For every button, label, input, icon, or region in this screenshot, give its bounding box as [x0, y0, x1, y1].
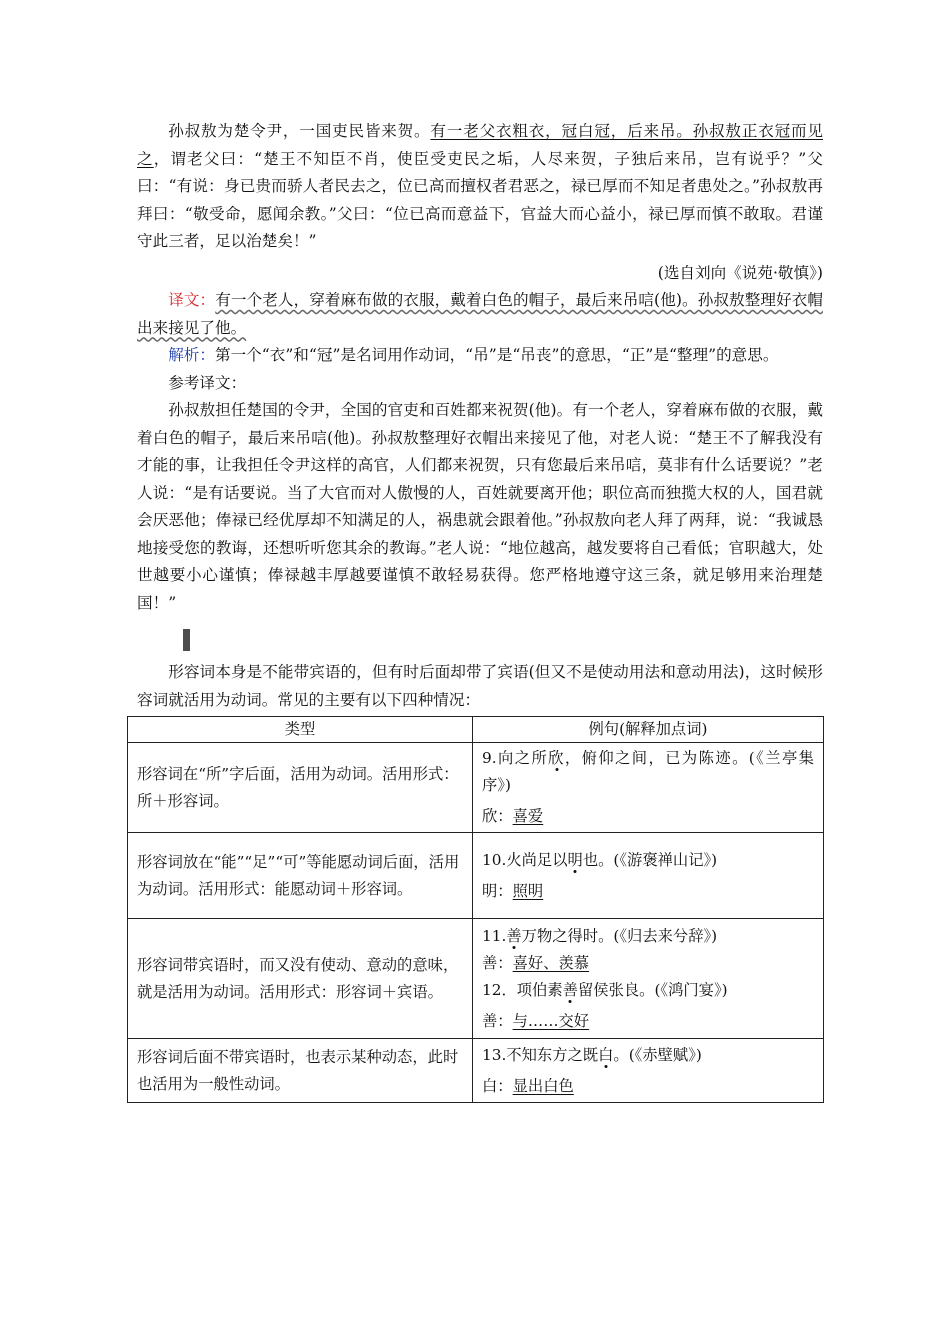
passage-paragraph: [137, 118, 823, 256]
passage-text-b: ，谓老父曰：“楚王不知臣不肖，使臣受吏民之垢，人尽来贺，子独后来吊，岂有说乎？”父曰：“有说：身已贵而骄人者民去之，位已高而擅权者君恶之，禄已厚而不知足者患处之。”孙叔敖再拜曰：“敬受命，愿闻余教。”父曰：“位已高而意益下，官益大而心益小，禄已厚而慎不敢取。君谨守此三者，足以治楚矣！”: [137, 149, 823, 250]
gloss-label: 欣：: [482, 807, 513, 825]
gloss-meaning: 喜爱: [512, 807, 544, 825]
analysis-text: 第一个“衣”和“冠”是名词用作动词，“吊”是“吊丧”的意思，“正”是“整理”的意思。: [214, 346, 779, 364]
example-gloss: [482, 878, 814, 905]
example-sentence: [482, 1042, 814, 1069]
gloss-label: 善：: [482, 953, 513, 972]
example-gloss: [482, 950, 814, 977]
example-text: 10.火尚足以: [482, 850, 568, 869]
example-cell: [473, 833, 824, 919]
example-text: 也。(《游褒禅山记》): [582, 850, 718, 869]
example-gloss: [482, 1008, 814, 1035]
gloss-label: 明：: [482, 881, 513, 900]
passage-text-a: 孙叔敖为楚令尹，一国吏民皆来贺。: [168, 122, 431, 140]
example-text: 12．项伯素: [482, 980, 563, 999]
example-text: 留侯张良。(《鸿门宴》): [577, 980, 728, 999]
example-text: 13.不知东方之既: [482, 1045, 599, 1064]
gloss-meaning: 喜好、羡慕: [512, 953, 590, 972]
analysis-label: 解析：: [168, 346, 215, 364]
analysis-paragraph: [137, 342, 823, 370]
type-cell: 形容词在“所”字后面，活用为动词。活用形式：所＋形容词。: [128, 743, 473, 833]
type-cell: 形容词放在“能”“足”“可”等能愿动词后面，活用为动词。活用形式：能愿动词＋形容词。: [128, 833, 473, 919]
section-marker: [183, 629, 190, 651]
passage-underlined: 有一老父衣粗衣，冠白冠，后来吊。孙叔敖正衣冠而见之: [137, 122, 823, 168]
header-type: 类型: [128, 717, 473, 743]
example-cell: [473, 1039, 824, 1103]
example-sentence: [482, 745, 814, 799]
dotted-word: 善: [506, 926, 522, 945]
example-sentence: [482, 847, 814, 874]
passage-source: (选自刘向《说苑·敬慎》): [657, 263, 823, 282]
table-row: [128, 919, 824, 1039]
usage-table: [127, 716, 824, 1103]
gloss-meaning: 照明: [512, 881, 544, 900]
dotted-word: 白: [598, 1045, 614, 1064]
example-gloss: [482, 1073, 814, 1100]
example-text: 9.向之所: [482, 749, 549, 767]
gloss-meaning: 与……交好: [512, 1011, 590, 1030]
document-page: [137, 118, 823, 1103]
reference-label: 参考译文：: [168, 373, 247, 392]
gloss-label: 白：: [482, 1076, 513, 1095]
example-cell: [473, 919, 824, 1039]
reference-text: 孙叔敖担任楚国的令尹，全国的官吏和百姓都来祝贺(他)。有一个老人，穿着麻布做的衣服，戴着白色的帽子，最后来吊唁(他)。孙叔敖整理好衣帽出来接见了他，对老人说：“楚王不了解我没有才能的事，让我担任令尹这样的高官，人们都来祝贺，只有您最后来吊唁，莫非有什么话要说？”老人说：“是有话要说。当了大官而对人傲慢的人，百姓就要离开他；职位高而独揽大权的人，国君就会厌恶他；俸禄已经优厚却不知满足的人，祸患就会跟着他。”孙叔敖向老人拜了两拜，说：“我诚恳地接受您的教诲，还想听听您其余的教诲。”老人说：“地位越高，越发要将自己看低；官职越大，处世越要小心谨慎；俸禄越丰厚越要谨慎不敢轻易获得。您严格地遵守这三条，就足够用来治理楚国！”: [137, 401, 823, 612]
example-sentence: [482, 977, 814, 1004]
example-text: 。(《赤壁赋》): [613, 1045, 702, 1064]
translation-text: 有一个老人，穿着麻布做的衣服，戴着白色的帽子，最后来吊唁(他)。孙叔敖整理好衣帽出来接见了他。: [137, 291, 823, 337]
dotted-word: 欣: [548, 749, 565, 767]
dotted-word: 明: [567, 850, 583, 869]
table-row: [128, 1039, 824, 1103]
example-text: 万物之得时。(《归去来兮辞》): [521, 926, 718, 945]
translation-paragraph: [137, 287, 823, 342]
gloss-label: 善：: [482, 1011, 513, 1030]
gloss-meaning: 显出白色: [512, 1076, 574, 1095]
table-row: [128, 743, 824, 833]
dotted-word: 善: [562, 980, 578, 999]
example-sentence: [482, 923, 814, 950]
type-cell: 形容词后面不带宾语时，也表示某种动态，此时也活用为一般性动词。: [128, 1039, 473, 1103]
example-gloss: [482, 803, 814, 830]
table-header-row: [128, 717, 824, 743]
example-text: ，俯仰之间，已为陈迹。(《兰亭集序》): [482, 749, 814, 794]
example-text: 11.: [482, 926, 507, 945]
table-row: [128, 833, 824, 919]
type-cell: 形容词带宾语时，而又没有使动、意动的意味，就是活用为动词。活用形式：形容词＋宾语。: [128, 919, 473, 1039]
intro-paragraph: 形容词本身是不能带宾语的，但有时后面却带了宾语(但又不是使动用法和意动用法)，这时候形容词就活用为动词。常见的主要有以下四种情况：: [137, 663, 823, 709]
translation-label: 译文：: [168, 291, 216, 309]
example-cell: [473, 743, 824, 833]
header-example: 例句(解释加点词): [473, 717, 824, 743]
